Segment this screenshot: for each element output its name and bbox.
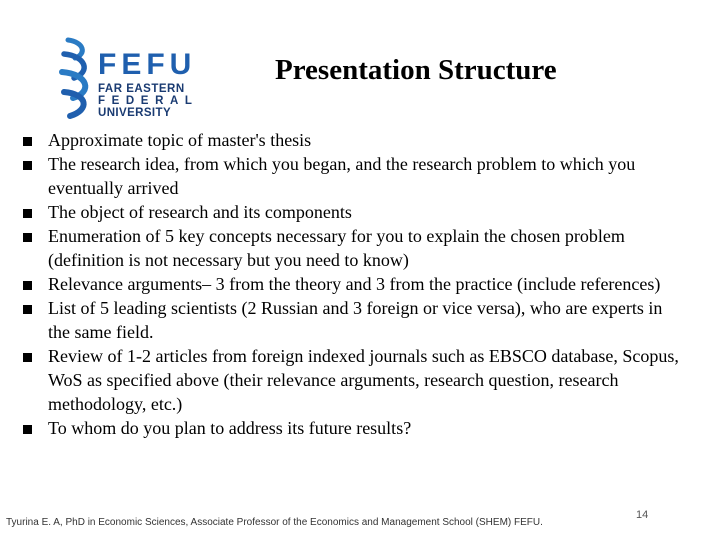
- slide-title: Presentation Structure: [275, 54, 557, 86]
- bullet-item: [20, 416, 680, 440]
- bullet-item: [20, 200, 680, 224]
- bullet-item: [20, 152, 680, 200]
- logo-line-3: UNIVERSITY: [98, 107, 172, 119]
- square-bullet-icon: [23, 425, 32, 434]
- bullet-item: [20, 344, 680, 416]
- bullet-item: [20, 296, 680, 344]
- logo-line-1: FAR EASTERN: [98, 83, 185, 95]
- bullet-item: [20, 272, 680, 296]
- logo-title: FEFU: [98, 48, 197, 81]
- logo-line-2: FEDERAL: [98, 95, 199, 107]
- fefu-logo: [58, 34, 203, 124]
- bullet-text: Review of 1-2 articles from foreign indexed journals such as EBSCO database, Scopus, WoS as specified above (their relevance arguments, research question, research methodology, etc.): [48, 346, 679, 414]
- square-bullet-icon: [23, 305, 32, 314]
- square-bullet-icon: [23, 161, 32, 170]
- bullet-text: The object of research and its components: [48, 202, 352, 222]
- bullet-text: To whom do you plan to address its future results?: [48, 418, 412, 438]
- square-bullet-icon: [23, 281, 32, 290]
- fefu-wave-icon: [58, 34, 98, 124]
- bullet-item: [20, 128, 680, 152]
- bullet-text: The research idea, from which you began, and the research problem to which you eventually arrived: [48, 154, 636, 198]
- bullet-text: Enumeration of 5 key concepts necessary for you to explain the chosen problem (definition is not necessary but you need to know): [48, 226, 625, 270]
- square-bullet-icon: [23, 353, 32, 362]
- square-bullet-icon: [23, 209, 32, 218]
- bullet-text: List of 5 leading scientists (2 Russian and 3 foreign or vice versa), who are experts in the same field.: [48, 298, 663, 342]
- footer-author: Tyurina E. A, PhD in Economic Sciences, Associate Professor of the Economics and Management School (SHEM) FEFU.: [6, 517, 543, 528]
- page-number: 14: [636, 509, 649, 521]
- bullet-text: Relevance arguments– 3 from the theory and 3 from the practice (include references): [48, 274, 661, 294]
- bullet-text: Approximate topic of master's thesis: [48, 130, 312, 150]
- bullet-item: [20, 224, 680, 272]
- bullet-list: [20, 128, 680, 440]
- square-bullet-icon: [23, 233, 32, 242]
- square-bullet-icon: [23, 137, 32, 146]
